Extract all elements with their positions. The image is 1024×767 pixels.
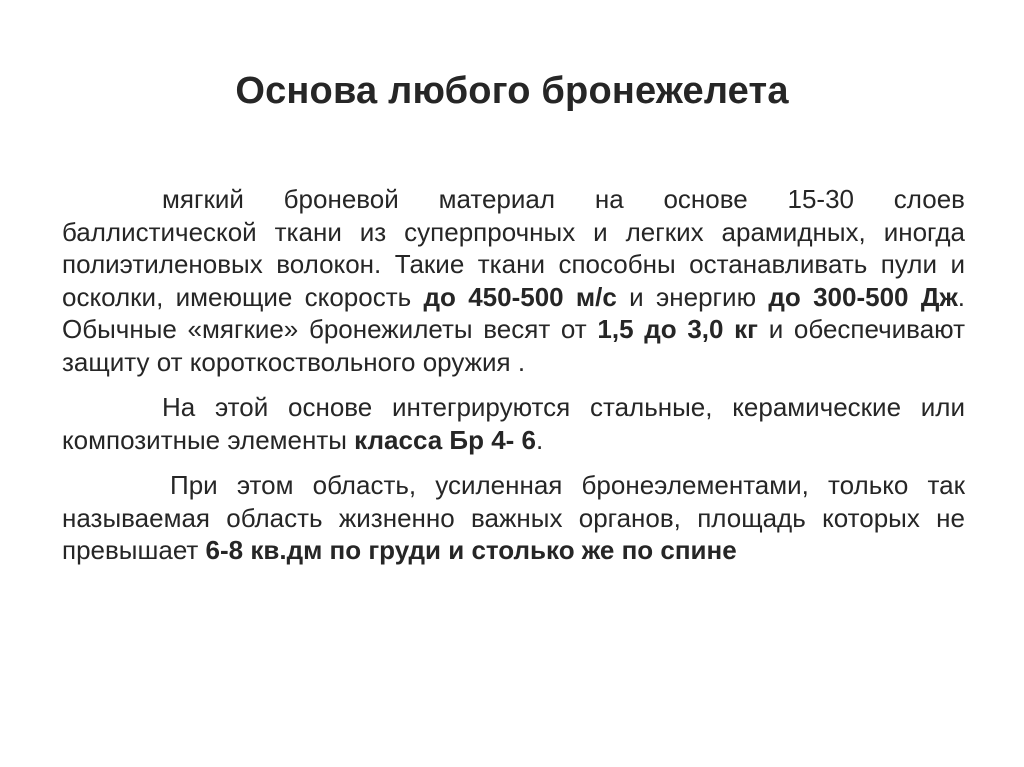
paragraph-protected-area xyxy=(62,469,965,567)
bold-weight: 1,5 до 3,0 кг xyxy=(597,314,758,344)
text-segment: . xyxy=(536,424,544,455)
text-segment: и обеспечивают защиту от короткоствольного оружия . xyxy=(62,314,965,377)
bold-speed: до 450-500 м/с xyxy=(423,281,617,312)
text-segment: и энергию xyxy=(616,281,769,312)
bold-energy: до 300-500 Дж xyxy=(768,281,958,312)
slide-body xyxy=(62,183,965,580)
text-segment: При этом область, усиленная бронеэлементами, только так называемая область жизненно важных органов, площадь которых не превышает xyxy=(62,470,965,565)
bold-area: 6-8 кв.дм по груди и столько же по спине xyxy=(205,535,737,565)
bold-class: класса Бр 4- 6 xyxy=(354,424,536,455)
paragraph-integrated-elements xyxy=(62,391,965,456)
text-segment: На этой основе интегрируются стальные, керамические или композитные элементы xyxy=(62,392,965,455)
text-segment: мягкий броневой материал на основе 15-30 слоев баллистической ткани из суперпрочных и легких арамидных, иногда полиэтиленовых волокон. Такие ткани способны останавливать пули и осколки, имеющие скорость xyxy=(62,184,965,312)
paragraph-soft-armor xyxy=(62,183,965,378)
text-segment: . Обычные «мягкие» бронежилеты весят от xyxy=(62,281,966,344)
slide-title: Основа любого бронежелета xyxy=(235,70,789,112)
